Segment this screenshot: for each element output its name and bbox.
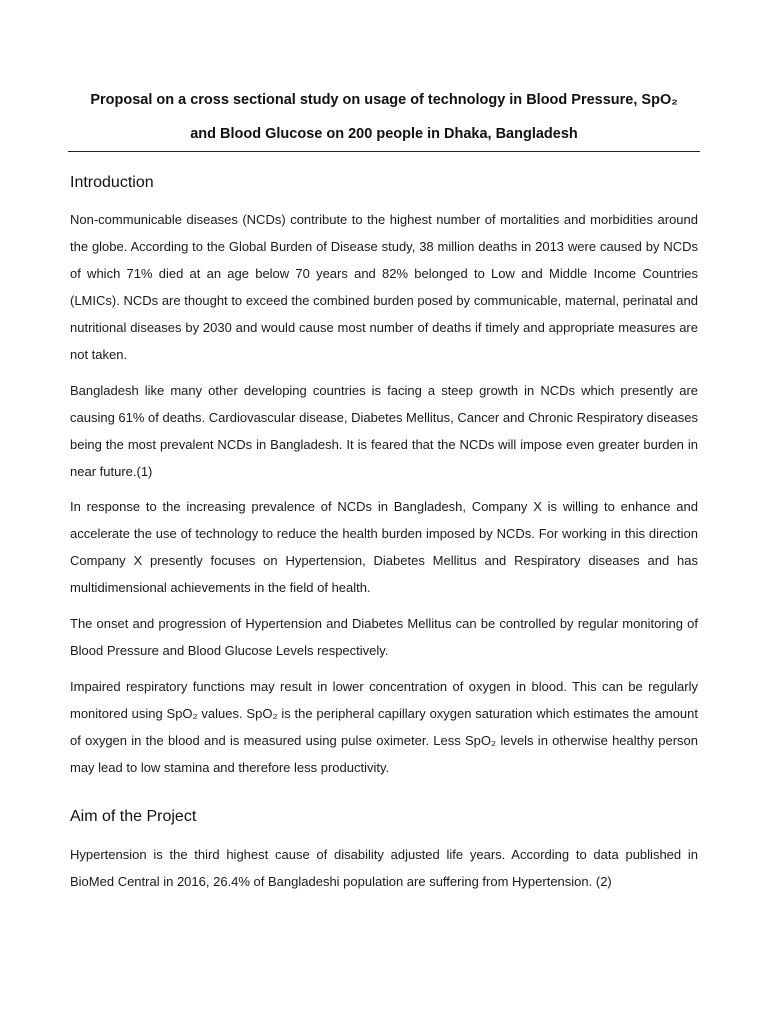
intro-paragraph-3: In response to the increasing prevalence of NCDs in Bangladesh, Company X is willing to enhance and accelerate the use of technology to reduce the health burden imposed by NCDs. For working in this direction Company X presently focuses on Hypertension, Diabetes Mellitus and Respiratory diseases and has multidimensional achievements in the field of health. [70,499,698,595]
intro-paragraph-2: Bangladesh like many other developing countries is facing a steep growth in NCDs which presently are causing 61% of deaths. Cardiovascular disease, Diabetes Mellitus, Cancer and Chronic Respiratory diseases being the most prevalent NCDs in Bangladesh. It is feared that the NCDs will impose even greater burden in near future.(1) [70,383,698,479]
title-divider [68,151,700,152]
section-heading-aim: Aim of the Project [70,808,197,825]
intro-paragraph-5: Impaired respiratory functions may result in lower concentration of oxygen in blood. This can be regularly monitored using SpO₂ values. SpO₂ is the peripheral capillary oxygen saturation which estimates the amount of oxygen in the blood and is measured using pulse oximeter. Less SpO₂ levels in otherwise healthy person may lead to low stamina and therefore less productivity. [70,679,698,775]
intro-paragraph-1: Non-communicable diseases (NCDs) contribute to the highest number of mortalities and morbidities around the globe. According to the Global Burden of Disease study, 38 million deaths in 2013 were caused by NCDs of which 71% died at an age below 70 years and 82% belonged to Low and Middle Income Countries (LMICs). NCDs are thought to exceed the combined burden posed by communicable, maternal, perinatal and nutritional diseases by 2030 and would cause most number of deaths if timely and appropriate measures are not taken. [70,212,698,362]
intro-paragraph-4: The onset and progression of Hypertension and Diabetes Mellitus can be controlled by regular monitoring of Blood Pressure and Blood Glucose Levels respectively. [70,616,698,658]
title-line-1: Proposal on a cross sectional study on usage of technology in Blood Pressure, SpO₂ [90,92,678,108]
aim-paragraph-1: Hypertension is the third highest cause of disability adjusted life years. According to data published in BioMed Central in 2016, 26.4% of Bangladeshi population are suffering from Hypertension. (2) [70,847,698,889]
document-title [60,83,708,151]
title-line-2: and Blood Glucose on 200 people in Dhaka, Bangladesh [190,126,578,142]
section-heading-introduction: Introduction [70,174,154,191]
